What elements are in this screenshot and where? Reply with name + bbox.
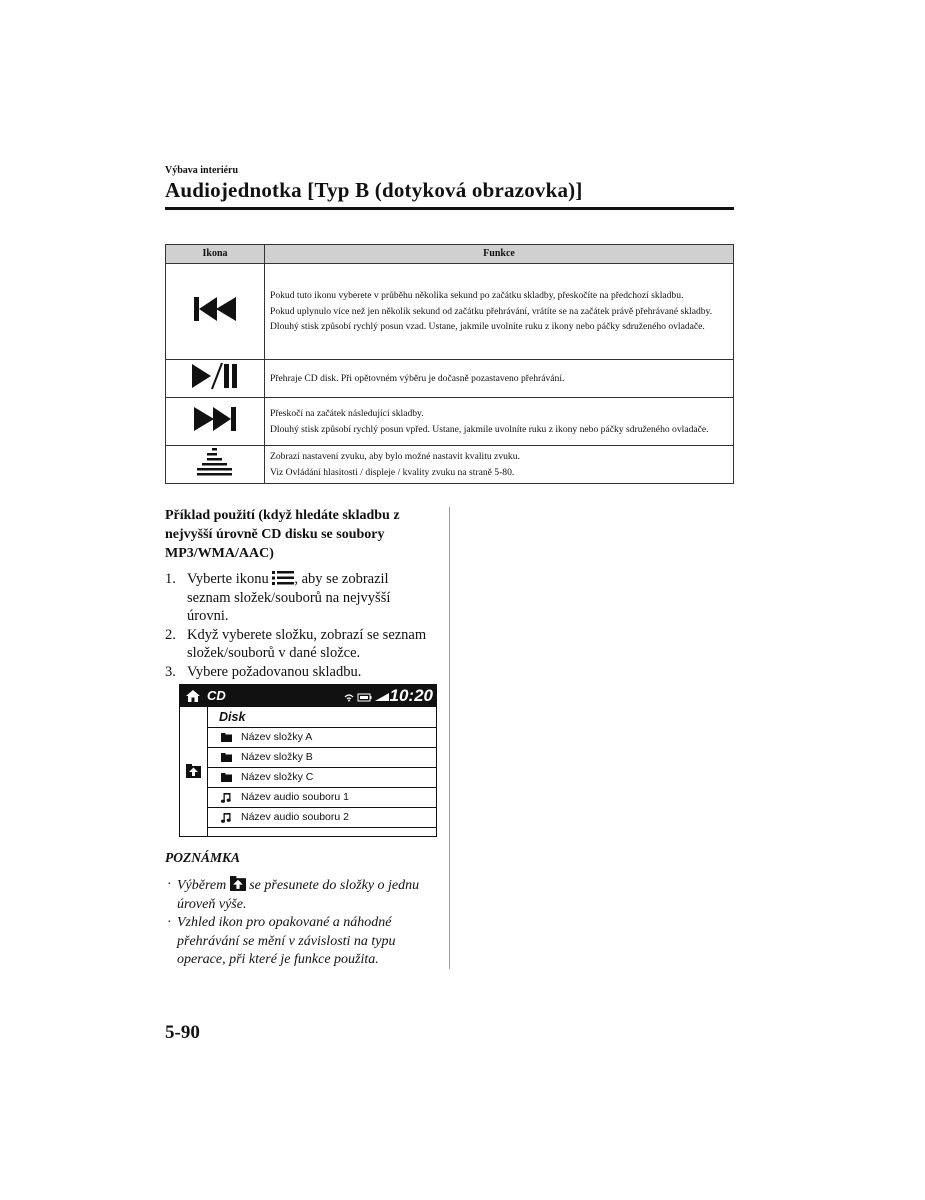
source-label: CD	[207, 688, 226, 703]
description-line: Přeskočí na začátek následující skladby.	[270, 408, 424, 420]
list-item: 1. Vyberte ikonu , aby se zobrazil seznam složek/souborů na nejvyšší úrovni.	[165, 571, 391, 624]
description-line: Dlouhý stisk způsobí rychlý posun vzad. Ustane, jakmile uvolníte ruku z ikony nebo páčky sdruženého ovladače.	[270, 321, 705, 333]
sound-settings-icon	[196, 447, 234, 477]
list-item: 2. Když vyberete složku, zobrazí se seznam složek/souborů v dané složce.	[165, 626, 427, 661]
home-icon[interactable]	[186, 690, 200, 702]
title-rule	[165, 207, 734, 210]
screen-side-panel	[180, 707, 208, 836]
description-line: Pokud uplynulo více než jen několik sekund od začátku přehrávání, vrátíte se na začátek právě přehrávané skladby.	[270, 305, 713, 317]
list-view-icon	[272, 571, 294, 585]
example-heading: Příklad použití (když hledáte skladbu z nejvyšší úrovně CD disku se soubory MP3/WMA/AAC)	[165, 508, 400, 561]
folder-icon	[221, 773, 232, 782]
folder-up-icon	[230, 876, 246, 891]
description-line: Pokud tuto ikonu vyberete v průběhu několika sekund po začátku skladby, přeskočíte na předchozí skladbu.	[270, 290, 684, 302]
list-item[interactable]: Název audio souboru 1	[208, 788, 436, 808]
screen-status-bar	[180, 685, 436, 707]
table-row	[166, 264, 734, 360]
note-title: POZNÁMKA	[165, 850, 241, 865]
table-row	[166, 398, 734, 446]
next-track-icon	[193, 406, 237, 432]
function-description	[265, 360, 734, 398]
table-row	[166, 446, 734, 484]
description-line: Přehraje CD disk. Při opětovném výběru je dočasně pozastaveno přehrávání.	[270, 372, 565, 384]
list-item[interactable]: Název audio souboru 2	[208, 808, 436, 828]
list-title: Disk	[208, 707, 436, 728]
music-note-icon	[221, 793, 231, 803]
music-note-icon	[221, 813, 231, 823]
status-indicators-icon	[342, 692, 392, 702]
list-item[interactable]: Název složky A	[208, 728, 436, 748]
folder-up-icon[interactable]	[186, 764, 201, 778]
description-line: Viz Ovládání hlasitosti / displeje / kvality zvuku na straně 5-80.	[270, 466, 515, 478]
play-pause-icon	[191, 362, 239, 390]
folder-icon	[221, 753, 232, 762]
list-item[interactable]: Název složky B	[208, 748, 436, 768]
description-line: Dlouhý stisk způsobí rychlý posun vpřed. Ustane, jakmile uvolníte ruku z ikony nebo páčky sdruženého ovladače.	[270, 423, 709, 435]
list-item: 3. Vybere požadovanou skladbu.	[165, 663, 362, 680]
list-item[interactable]: Název složky C	[208, 768, 436, 788]
steps-list	[165, 570, 430, 681]
clock: 10:20	[389, 686, 433, 705]
column-header-function: Funkce	[265, 245, 734, 264]
folder-icon	[221, 733, 232, 742]
column-divider	[449, 507, 450, 969]
section-label: Výbava interiéru	[165, 165, 239, 176]
table-row	[166, 360, 734, 398]
function-description	[265, 398, 734, 446]
list-item: · Výběrem se přesunete do složky o jednu úroveň výše.	[167, 877, 420, 912]
folder-file-list	[208, 707, 436, 828]
list-item: · Vzhled ikon pro opakované a náhodné přehrávání se mění v závislosti na typu operace, při které je funkce použita.	[167, 915, 396, 967]
description-line: Zobrazí nastavení zvuku, aby bylo možné nastavit kvalitu zvuku.	[270, 451, 520, 463]
page-number: 5-90	[165, 1022, 200, 1043]
cd-screen-mockup	[179, 684, 437, 837]
icon-function-table	[165, 244, 734, 484]
previous-track-icon	[193, 296, 237, 322]
notes-list	[167, 876, 437, 970]
function-description	[265, 264, 734, 360]
column-header-icon: Ikona	[166, 245, 265, 264]
page-title: Audiojednotka [Typ B (dotyková obrazovka)]	[165, 178, 583, 202]
function-description	[265, 446, 734, 484]
